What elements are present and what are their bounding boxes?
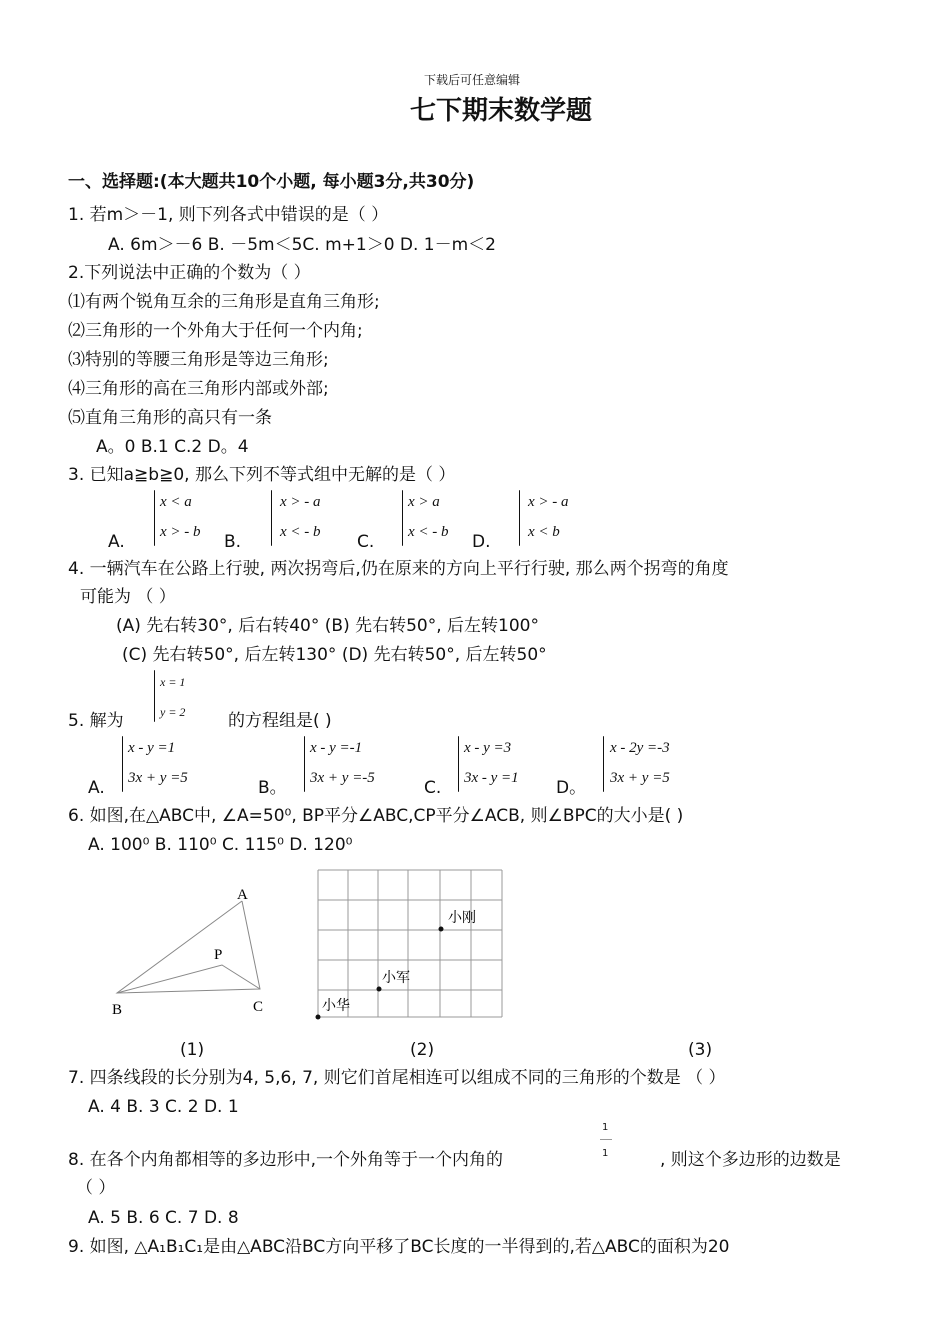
figure-2-grid (310, 862, 510, 1027)
q1-stem: 1. 若m＞－1, 则下列各式中错误的是（ ） (68, 205, 389, 225)
figure-1-triangle (100, 880, 280, 1025)
q5-b-line1: x - y =-1 (310, 740, 363, 756)
q3-option-d-label: D. (472, 532, 491, 552)
q8-stem-pre: 8. 在各个内角都相等的多边形中,一个外角等于一个内角的 (68, 1150, 504, 1170)
q8-stem-cont: （ ） (76, 1178, 116, 1198)
label-a: A (237, 887, 248, 903)
q2-statement-1: ⑴有两个锐角互余的三角形是直角三角形; (68, 292, 380, 312)
q8-fraction-numerator: 1 (602, 1122, 609, 1133)
label-c: C (253, 999, 264, 1015)
q7-stem: 7. 四条线段的长分别为4, 5,6, 7, 则它们首尾相连可以组成不同的三角形的个数是 （ ） (68, 1068, 726, 1088)
figure-2-caption: (2) (410, 1040, 435, 1060)
q3-c-line1: x > a (408, 494, 440, 510)
point-xiaohua (316, 1015, 321, 1020)
q5-option-b-label: B。 (258, 778, 287, 798)
q5-c-line2: 3x - y =1 (464, 770, 519, 786)
q2-stem: 2.下列说法中正确的个数为（ ） (68, 263, 311, 283)
q5-option-c-label: C. (424, 778, 442, 798)
q4-options-ab: (A) 先右转30°, 后右转40° (B) 先右转50°, 后左转100° (116, 616, 539, 636)
q2-statement-3: ⑶特别的等腰三角形是等边三角形; (68, 350, 329, 370)
q9-stem: 9. 如图, △A₁B₁C₁是由△ABC沿BC方向平移了BC长度的一半得到的,若△ABC的面积为20 (68, 1237, 730, 1257)
q5-d-line2: 3x + y =5 (610, 770, 670, 786)
q5-solution-brace (154, 670, 155, 722)
q5-stem-post: 的方程组是( ) (228, 711, 332, 731)
q5-solution-x: x = 1 (160, 675, 186, 689)
header-note: 下载后可任意编辑 (424, 73, 521, 87)
q3-b-brace (271, 490, 272, 546)
point-xiaogang (439, 927, 444, 932)
figure-3-caption: (3) (688, 1040, 713, 1060)
q8-stem-post: , 则这个多边形的边数是 (660, 1150, 841, 1170)
q3-c-brace (402, 490, 403, 546)
q3-a-line2: x > - b (160, 524, 201, 540)
q5-d-brace (603, 736, 604, 792)
q3-d-line1: x > - a (528, 494, 569, 510)
q2-statement-4: ⑷三角形的高在三角形内部或外部; (68, 379, 329, 399)
q5-solution-y: y = 2 (160, 705, 186, 719)
label-b: B (112, 1002, 123, 1018)
q3-d-line2: x < b (528, 524, 560, 540)
q1-options: A. 6m＞－6 B. －5m＜5C. m+1＞0 D. 1－m＜2 (108, 235, 497, 255)
figure-1-caption: (1) (180, 1040, 205, 1060)
page-title: 七下期末数学题 (410, 96, 593, 126)
q5-a-line1: x - y =1 (128, 740, 176, 756)
q4-stem-cont: 可能为 （ ） (80, 587, 176, 607)
label-xiaogang: 小刚 (448, 911, 476, 926)
q3-a-brace (154, 490, 155, 546)
q2-options: A。0 B.1 C.2 D。4 (96, 437, 249, 457)
q3-option-a-label: A. (108, 532, 125, 552)
q5-d-line1: x - 2y =-3 (610, 740, 670, 756)
q7-options: A. 4 B. 3 C. 2 D. 1 (88, 1097, 239, 1117)
q5-c-line1: x - y =3 (464, 740, 512, 756)
label-xiaohua: 小华 (322, 999, 350, 1014)
q5-option-a-label: A. (88, 778, 105, 798)
q3-stem: 3. 已知a≧b≧0, 那么下列不等式组中无解的是（ ） (68, 465, 456, 485)
q2-statement-2: ⑵三角形的一个外角大于任何一个内角; (68, 321, 363, 341)
q3-b-line1: x > - a (280, 494, 321, 510)
q5-a-line2: 3x + y =5 (128, 770, 188, 786)
q5-stem-pre: 5. 解为 (68, 711, 124, 731)
q5-c-brace (458, 736, 459, 792)
q3-c-line2: x < - b (408, 524, 449, 540)
q8-options: A. 5 B. 6 C. 7 D. 8 (88, 1208, 239, 1228)
q3-d-brace (519, 490, 520, 546)
label-p: P (214, 947, 223, 963)
bisector-lines (117, 965, 260, 993)
q2-statement-5: ⑸直角三角形的高只有一条 (68, 408, 272, 428)
q3-option-b-label: B. (224, 532, 242, 552)
label-xiaojun: 小军 (382, 971, 410, 986)
section-heading: 一、选择题:(本大题共10个小题, 每小题3分,共30分) (68, 172, 475, 192)
q6-stem: 6. 如图,在△ABC中, ∠A=50⁰, BP平分∠ABC,CP平分∠ACB, 则∠BPC的大小是( ) (68, 806, 684, 826)
q8-fraction-denominator: 1 (602, 1148, 609, 1159)
q3-b-line2: x < - b (280, 524, 321, 540)
q6-options: A. 100⁰ B. 110⁰ C. 115⁰ D. 120⁰ (88, 835, 353, 855)
q8-fraction-bar (600, 1139, 612, 1140)
q4-stem: 4. 一辆汽车在公路上行驶, 两次拐弯后,仍在原来的方向上平行行驶, 那么两个拐弯的角度 (68, 559, 729, 579)
q5-b-brace (304, 736, 305, 792)
point-xiaojun (377, 987, 382, 992)
triangle-outline (117, 901, 260, 993)
q5-b-line2: 3x + y =-5 (310, 770, 375, 786)
q3-a-line1: x < a (160, 494, 192, 510)
q4-options-cd: (C) 先右转50°, 后左转130° (D) 先右转50°, 后左转50° (122, 645, 547, 665)
q3-option-c-label: C. (357, 532, 375, 552)
q5-a-brace (122, 736, 123, 792)
q5-option-d-label: D。 (556, 778, 587, 798)
